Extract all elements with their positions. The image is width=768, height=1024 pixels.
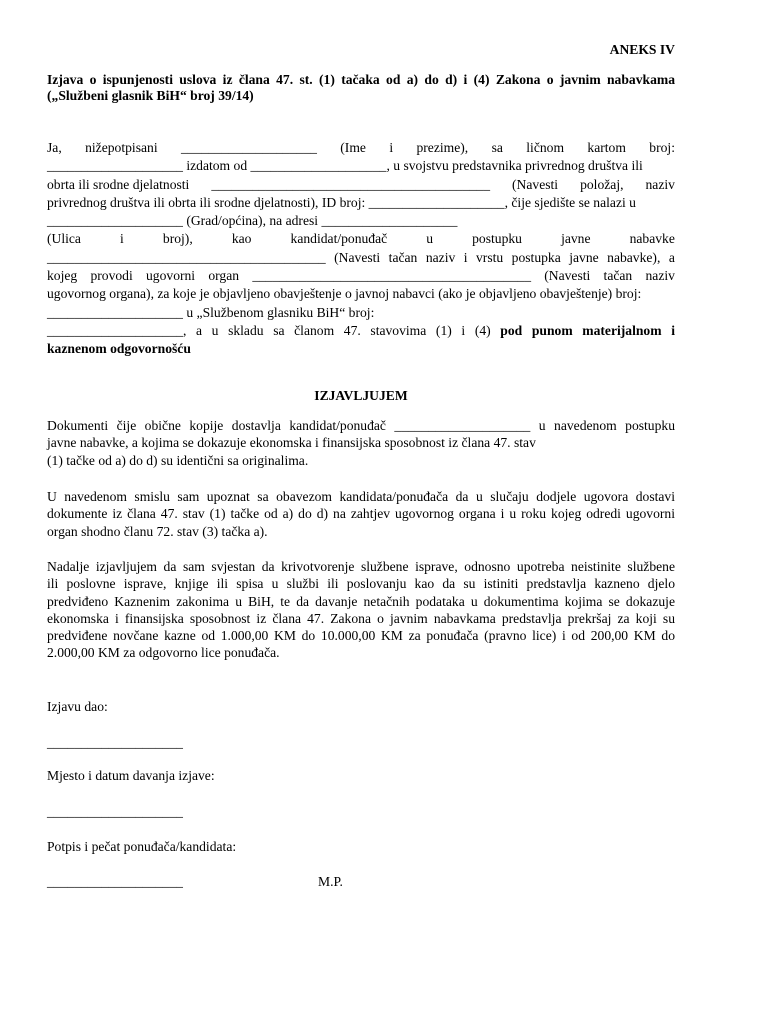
word: 47. [343,322,361,338]
statement-line-6 [47,231,675,249]
word: javne [569,249,599,265]
word: broj), [162,231,193,247]
word: u [211,322,219,338]
statement-line-3 [47,177,675,195]
statement-line-12 [47,341,675,359]
paragraph-line: predviđeno Kaznenim zakonima u BiH, te da davanje netačnih podataka u dokumentima kojima se dokazuje [47,593,675,609]
title-line-2: („Službeni glasnik BiH“ broj 39/14) [47,88,254,104]
word: skladu [228,322,264,338]
statement-line-10-text: ____________________ u „Službenom glasniku BiH“ broj: [47,304,375,320]
signature-stamp-line: ____________________ [47,874,183,889]
bold-word: punom [531,322,573,338]
signature-stamp-label: Potpis i pečat ponuđača/kandidata: [47,839,237,854]
word: (1) [435,322,452,338]
word: sa [273,322,285,338]
word: naziv [645,176,675,192]
word: tačan [603,268,633,284]
word: Ja, [47,140,62,155]
word: tačan [388,249,418,265]
paragraph-liability [47,559,675,663]
word: naziv [645,268,675,284]
statement-line-10 [47,305,675,323]
paragraph-line: dokumente iz člana 47. stav (1) tačke od a) do d) na zahtjev ugovornog organa i u roku kojeg odredi ugovorni [47,506,675,522]
statement-line-11 [47,323,675,341]
word: ugovorni [146,268,196,284]
word: (4) [474,322,491,338]
place-date-line: ____________________ [47,804,183,819]
word: provodi [90,268,133,284]
word: ugovornog organa), za koje je objavljeno obavještenje o javnoj nabavci (ako je objavljeno obavještenje) broj: [47,286,642,302]
word: i [120,231,124,247]
paragraph-line: javne nabavke, a kojima se dokazuje ekonomska i finansijska sposobnost iz člana 47. stav [47,435,536,451]
word: kandidat/ponuđač [290,231,388,247]
word: i [389,140,394,155]
statement-line-5-text: ____________________ (Grad/općina), na adresi ____________________ [47,213,458,229]
word: obrta ili srodne djelatnosti [47,176,190,192]
word: položaj, [580,176,624,192]
word: i [463,249,468,265]
statement-line-8 [47,268,675,286]
statement-paragraph [47,140,675,360]
word: ____________________ izdatom od ____________________, u svojstvu predstavnika privrednog društva ili [47,158,643,174]
word: kojeg [47,268,78,284]
word: kartom [587,140,626,155]
declaration-heading: IZJAVLJUJEM [314,388,408,403]
liability-emphasis: kaznenom odgovornošću [47,341,191,357]
stamp-placeholder: M.P. [318,874,343,889]
paragraph-line: organ shodno članu 72. stav (3) tačka a). [47,523,268,539]
statement-line-9 [47,286,675,304]
word: organ [208,268,240,284]
word: javne [561,231,591,247]
statement-line-1 [47,140,675,158]
paragraph-line: ili poslovne isprave, knjige ili spisa u službi ili poslovanju kao da su istiniti predstavlja kazneno djelo [47,576,675,592]
word: naziv [425,249,456,265]
statement-line-4 [47,195,675,213]
paragraph-line: ekonomska i finansijska sposobnost iz člana 47. Zakona o javnim nabavkama predstavlja prekršaj za koji su [47,610,675,626]
word: kao [231,231,252,247]
word: _________________________________________ [47,249,326,265]
paragraph-obligation [47,489,675,541]
bold-word: materijalnom [582,322,662,338]
word: (Navesti [512,176,559,192]
word: vrstu [476,249,504,265]
statement-line-5 [47,213,675,231]
word: (Ime [340,140,366,155]
word: privrednog društva ili obrta ili srodne djelatnosti), ID broj: ____________________, čije sjedište se nalazi u [47,194,636,210]
word: broj: [649,140,675,155]
word: stavovima [370,322,427,338]
word: a [195,322,203,338]
paragraph-line: predviđene novčane kazne od 1.000,00 KM do 10.000,00 KM za ponuđača (pravno lice) i od 200,00 KM do [47,628,675,644]
word: prezime), [416,140,469,155]
word: ____________________, [47,322,187,338]
paragraph-line: (1) tačke od a) do d) su identični sa originalima. [47,452,309,468]
paragraph-documents [47,418,675,470]
annex-label: ANEKS IV [609,42,675,57]
word: (Navesti [544,268,591,284]
word: (Ulica [47,231,81,247]
paragraph-line: U navedenom smislu sam upoznat sa obavezom kandidata/ponuđača da u slučaju dodjele ugovora dostavi [47,489,675,504]
place-date-label: Mjesto i datum davanja izjave: [47,768,215,783]
word: nižepotpisani [85,140,158,155]
word: nabavke), [607,249,661,265]
word: ____________________ [180,140,317,155]
word: a [668,249,675,265]
word: sa [491,140,503,155]
word: _________________________________________ [252,268,531,284]
word: postupka [511,249,561,265]
word: _________________________________________ [211,176,491,192]
paragraph-line: 2.000,00 KM za odgovorno lice ponuđača. [47,645,280,661]
paragraph-line: Dokumenti čije obične kopije dostavlja kandidat/ponuđač ____________________ u navedenom postupku [47,418,675,433]
bold-word: pod [500,322,523,338]
word: članom [294,322,335,338]
word: (Navesti [334,249,381,265]
word: u [426,231,434,247]
word: ličnom [526,140,565,155]
given-by-line: ____________________ [47,735,183,750]
given-by-label: Izjavu dao: [47,699,108,714]
bold-word: i [671,322,675,338]
word: postupku [472,231,522,247]
paragraph-line: Nadalje izjavljujem da sam svjestan da krivotvorenje službene isprave, odnosno upotreba neistinite službene [47,559,675,574]
statement-line-2 [47,158,675,176]
statement-line-7 [47,250,675,268]
document-title [47,72,675,105]
title-line-1: Izjava o ispunjenosti uslova iz člana 47. st. (1) tačaka od a) do d) i (4) Zakona o javnim nabavkama [47,72,675,87]
word: nabavke [629,231,675,247]
word: i [461,322,466,338]
